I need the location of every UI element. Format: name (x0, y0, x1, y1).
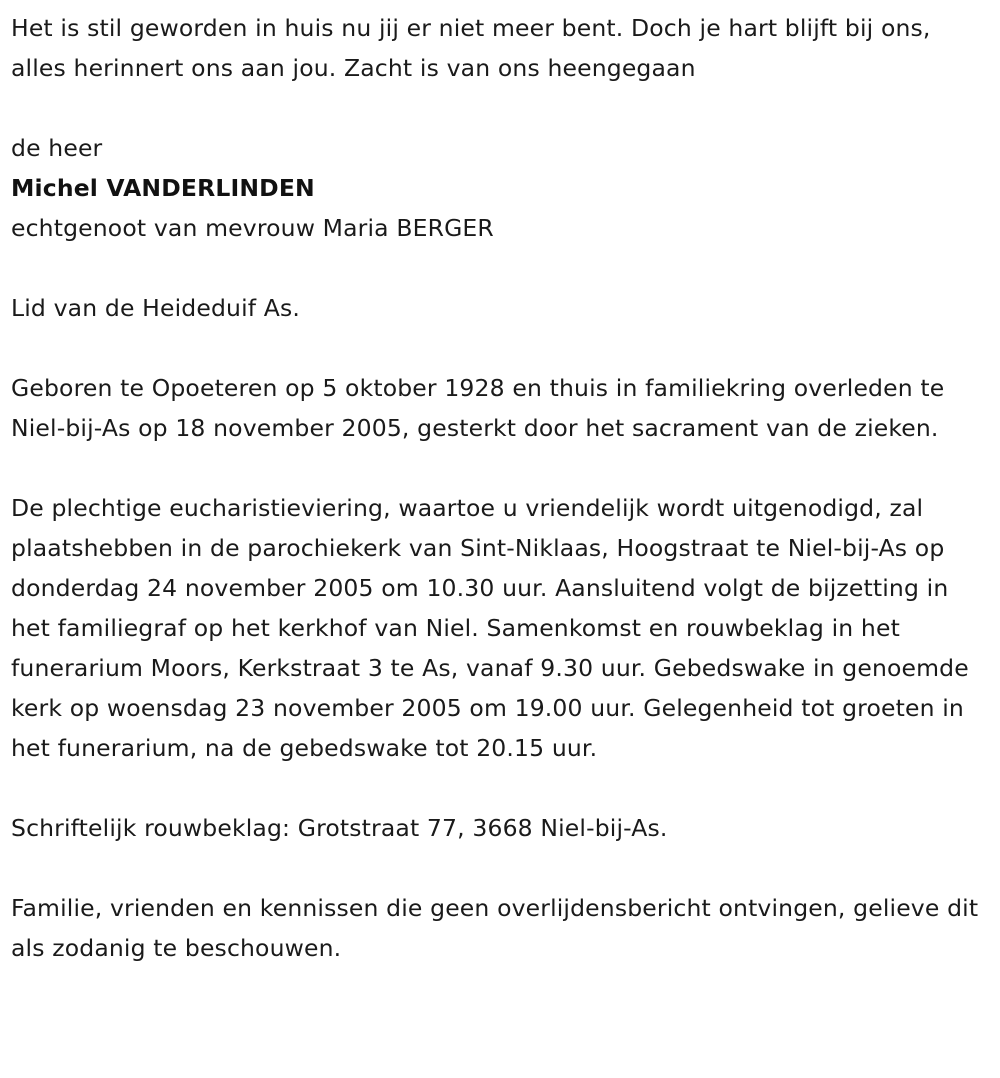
birth-death-paragraph: Geboren te Opoeteren op 5 oktober 1928 en thuis in familiekring overleden te Niel-bij-As op 18 november 2005, gesterkt door het sacrament van de zieken. (11, 374, 945, 442)
condolence-address: Schriftelijk rouwbeklag: Grotstraat 77, 3668 Niel-bij-As. (11, 814, 668, 842)
intro-paragraph: Het is stil geworden in huis nu jij er niet meer bent. Doch je hart blijft bij ons, alles herinnert ons aan jou. Zacht is van ons heengegaan (11, 14, 931, 82)
deceased-name: Michel VANDERLINDEN (11, 174, 315, 202)
closing-paragraph: Familie, vrienden en kennissen die geen overlijdensbericht ontvingen, gelieve dit als zodanig te beschouwen. (11, 894, 979, 962)
ceremony-paragraph: De plechtige eucharistieviering, waartoe u vriendelijk wordt uitgenodigd, zal plaatshebben in de parochiekerk van Sint-Niklaas, Hoogstraat te Niel-bij-As op donderdag 24 november 2005 om 10.30 uur. Aansluitend volgt de bijzetting in het familiegraf op het kerkhof van Niel. Samenkomst en rouwbeklag in het funerarium Moors, Kerkstraat 3 te As, vanaf 9.30 uur. Gebedswake in genoemde kerk op woensdag 23 november 2005 om 19.00 uur. Gelegenheid tot groeten in het funerarium, na de gebedswake tot 20.15 uur. (11, 494, 969, 762)
membership-line: Lid van de Heideduif As. (11, 294, 301, 322)
spouse-line: echtgenoot van mevrouw Maria BERGER (11, 214, 494, 242)
obituary-notice (11, 8, 992, 968)
honorific: de heer (11, 134, 103, 162)
